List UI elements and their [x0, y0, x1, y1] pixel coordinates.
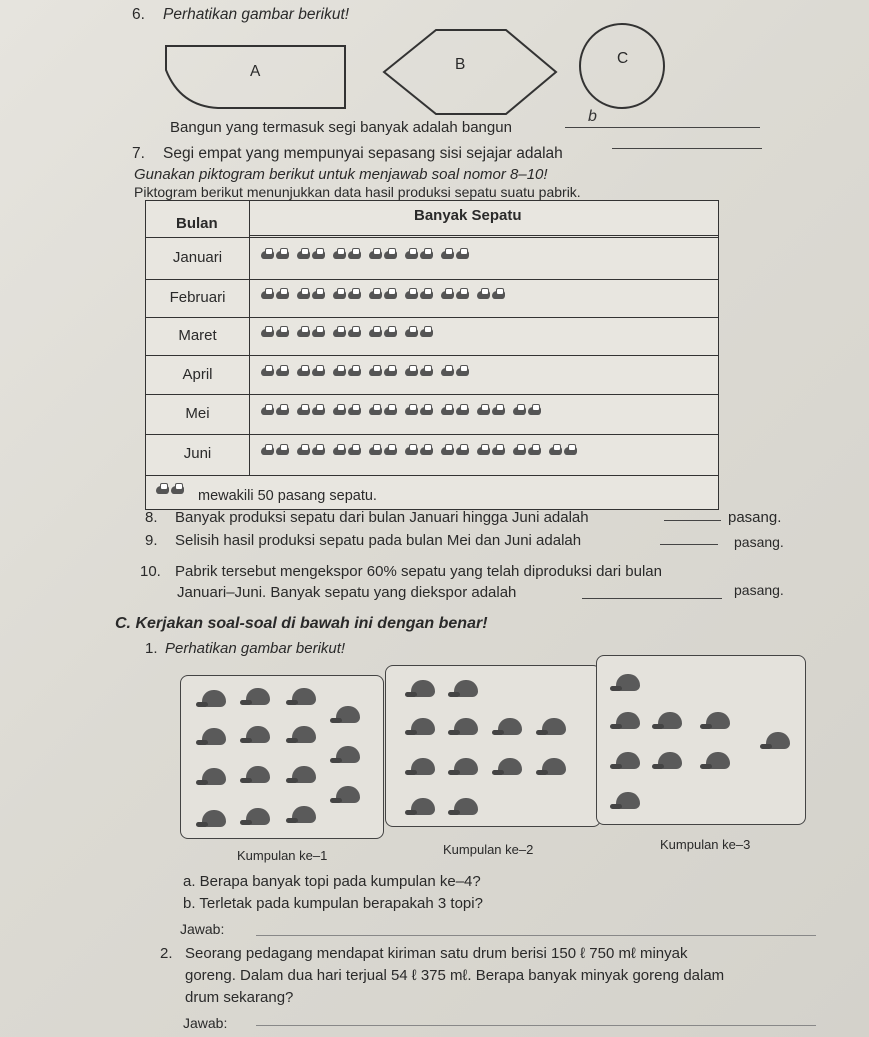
hat-icon: [240, 688, 270, 708]
shoe-pair-icon: [333, 325, 363, 343]
section-c-heading: C. Kerjakan soal-soal di bawah ini dengan benar!: [115, 615, 488, 632]
icons-januari: [261, 247, 477, 265]
month-maret: Maret: [178, 327, 217, 344]
hat-icon: [448, 798, 478, 818]
shoe-pair-icon: [477, 443, 507, 461]
group2-label: Kumpulan ke–2: [443, 842, 534, 857]
header-underline: [249, 235, 718, 236]
c2-number: 2.: [160, 945, 173, 962]
shoe-pair-icon: [549, 443, 579, 461]
hat-icon: [405, 718, 435, 738]
icons-februari: [261, 287, 513, 305]
c2-line1: Seorang pedagang mendapat kiriman satu drum berisi 150 ℓ 750 mℓ minyak: [185, 945, 688, 962]
shoe-pair-icon: [261, 443, 291, 461]
q7-text: Segi empat yang mempunyai sepasang sisi sejajar adalah: [163, 145, 563, 162]
hat-icon: [286, 688, 316, 708]
shoe-pair-icon: [441, 247, 471, 265]
q9-answer-line[interactable]: [660, 544, 718, 545]
row-divider: [146, 317, 718, 318]
shoe-pair-icon: [369, 247, 399, 265]
shoe-pair-icon: [297, 364, 327, 382]
shoe-pair-icon: [297, 325, 327, 343]
hat-icon: [330, 746, 360, 766]
shoe-pair-icon: [369, 325, 399, 343]
c1-jawab: Jawab:: [180, 921, 225, 937]
c1-question-b: b. Terletak pada kumpulan berapakah 3 topi?: [183, 895, 483, 912]
q6-question: Bangun yang termasuk segi banyak adalah bangun: [170, 119, 512, 136]
hat-icon: [196, 728, 226, 748]
hat-icon: [700, 712, 730, 732]
hat-icon: [610, 712, 640, 732]
hat-icon: [405, 758, 435, 778]
shoe-pair-icon: [333, 287, 363, 305]
hat-icon: [652, 752, 682, 772]
hat-icon: [448, 718, 478, 738]
month-mei: Mei: [185, 405, 210, 422]
group3-label: Kumpulan ke–3: [660, 837, 751, 852]
shoe-pair-icon: [261, 403, 291, 421]
q10-answer-line[interactable]: [582, 598, 722, 599]
shoe-pair-icon: [333, 403, 363, 421]
row-divider: [146, 279, 718, 280]
shoe-pair-icon: [441, 403, 471, 421]
month-februari: Februari: [169, 289, 226, 306]
c2-jawab: Jawab:: [183, 1015, 228, 1031]
shoe-pair-icon: [261, 364, 291, 382]
row-divider: [146, 475, 718, 476]
hat-icon: [760, 732, 790, 752]
q6-prompt: Perhatikan gambar berikut!: [163, 6, 350, 23]
legend-text: mewakili 50 pasang sepatu.: [198, 488, 377, 504]
shape-c-label: C: [617, 50, 629, 67]
shape-a-label: A: [250, 63, 261, 80]
shoe-pair-icon: [513, 443, 543, 461]
shoe-pair-icon: [477, 287, 507, 305]
shape-b-label: B: [455, 56, 466, 73]
hat-icon: [536, 718, 566, 738]
hat-icon: [652, 712, 682, 732]
q7-number: 7.: [132, 145, 145, 162]
shoe-pair-icon: [441, 287, 471, 305]
hat-icon: [448, 680, 478, 700]
shoe-pair-icon: [297, 443, 327, 461]
shoe-pair-icon: [297, 247, 327, 265]
shoe-pair-icon: [333, 247, 363, 265]
q9-text: Selisih hasil produksi sepatu pada bulan Mei dan Juni adalah: [175, 532, 582, 549]
c1-prompt: Perhatikan gambar berikut!: [165, 640, 346, 657]
q8-answer-line[interactable]: [664, 520, 721, 521]
q6-answer-line[interactable]: [565, 127, 760, 128]
hat-icon: [610, 792, 640, 812]
month-juni: Juni: [183, 445, 212, 462]
icons-mei: [261, 403, 549, 421]
hat-icon: [196, 768, 226, 788]
group1-label: Kumpulan ke–1: [237, 848, 328, 863]
icons-april: [261, 364, 477, 382]
shoe-pair-icon: [513, 403, 543, 421]
shoe-pair-icon: [369, 403, 399, 421]
hat-icon: [286, 766, 316, 786]
hat-icon: [448, 758, 478, 778]
shoe-pair-icon: [261, 325, 291, 343]
c1-number: 1.: [145, 640, 158, 657]
c2-line3: drum sekarang?: [185, 989, 294, 1006]
row-divider: [146, 394, 718, 395]
shoe-pair-icon: [297, 403, 327, 421]
c1-question-a: a. Berapa banyak topi pada kumpulan ke–4?: [183, 873, 481, 890]
shoe-pair-icon: [405, 443, 435, 461]
shoe-pair-icon: [333, 443, 363, 461]
hat-icon: [492, 758, 522, 778]
shoe-pair-icon: [333, 364, 363, 382]
legend-shoe-icon: [156, 482, 186, 500]
q10-number: 10.: [140, 563, 161, 580]
hat-icon: [330, 706, 360, 726]
q8-unit: pasang.: [728, 509, 782, 526]
instruction: Gunakan piktogram berikut untuk menjawab soal nomor 8–10!: [134, 166, 548, 183]
icons-juni: [261, 443, 585, 461]
pictogram-table: [145, 200, 719, 510]
q10-unit: pasang.: [734, 582, 784, 598]
icons-maret: [261, 325, 441, 343]
hat-icon: [405, 680, 435, 700]
shoe-pair-icon: [297, 287, 327, 305]
row-divider: [146, 434, 718, 435]
q9-unit: pasang.: [734, 534, 784, 550]
hat-icon: [240, 726, 270, 746]
header-count: Banyak Sepatu: [414, 207, 522, 224]
shape-b: [380, 26, 560, 118]
month-januari: Januari: [172, 249, 223, 266]
shoe-pair-icon: [369, 287, 399, 305]
row-divider: [146, 237, 718, 238]
hat-icon: [240, 766, 270, 786]
hat-icon: [700, 752, 730, 772]
hat-icon: [286, 726, 316, 746]
shoe-pair-icon: [405, 364, 435, 382]
hat-icon: [610, 674, 640, 694]
shoe-pair-icon: [405, 247, 435, 265]
shoe-pair-icon: [261, 247, 291, 265]
hat-icon: [240, 808, 270, 828]
hat-icon: [330, 786, 360, 806]
hat-icon: [196, 810, 226, 830]
c2-line2: goreng. Dalam dua hari terjual 54 ℓ 375 mℓ. Berapa banyak minyak goreng dalam: [185, 967, 725, 984]
pictogram-intro: Piktogram berikut menunjukkan data hasil produksi sepatu suatu pabrik.: [134, 184, 581, 200]
q10-line2: Januari–Juni. Banyak sepatu yang diekspor adalah: [177, 584, 517, 601]
hat-icon: [610, 752, 640, 772]
q7-answer-line[interactable]: [612, 148, 762, 149]
shoe-pair-icon: [405, 287, 435, 305]
shoe-pair-icon: [405, 403, 435, 421]
month-april: April: [182, 366, 213, 383]
shoe-pair-icon: [261, 287, 291, 305]
shoe-pair-icon: [441, 364, 471, 382]
q10-line1: Pabrik tersebut mengekspor 60% sepatu yang telah diproduksi dari bulan: [175, 563, 662, 580]
header-month: Bulan: [176, 215, 218, 232]
row-divider: [146, 355, 718, 356]
hat-icon: [286, 806, 316, 826]
c1-answer-line[interactable]: [256, 935, 816, 936]
q9-number: 9.: [145, 532, 158, 549]
hat-icon: [196, 690, 226, 710]
shoe-pair-icon: [477, 403, 507, 421]
hat-icon: [405, 798, 435, 818]
shoe-pair-icon: [369, 443, 399, 461]
q8-text: Banyak produksi sepatu dari bulan Januari hingga Juni adalah: [175, 509, 589, 526]
q6-number: 6.: [132, 6, 145, 23]
q8-number: 8.: [145, 509, 158, 526]
c2-answer-line[interactable]: [256, 1025, 816, 1026]
q6-handwritten-answer: b: [588, 108, 597, 125]
shoe-pair-icon: [441, 443, 471, 461]
shoe-pair-icon: [405, 325, 435, 343]
shoe-pair-icon: [369, 364, 399, 382]
hat-icon: [492, 718, 522, 738]
hat-icon: [536, 758, 566, 778]
